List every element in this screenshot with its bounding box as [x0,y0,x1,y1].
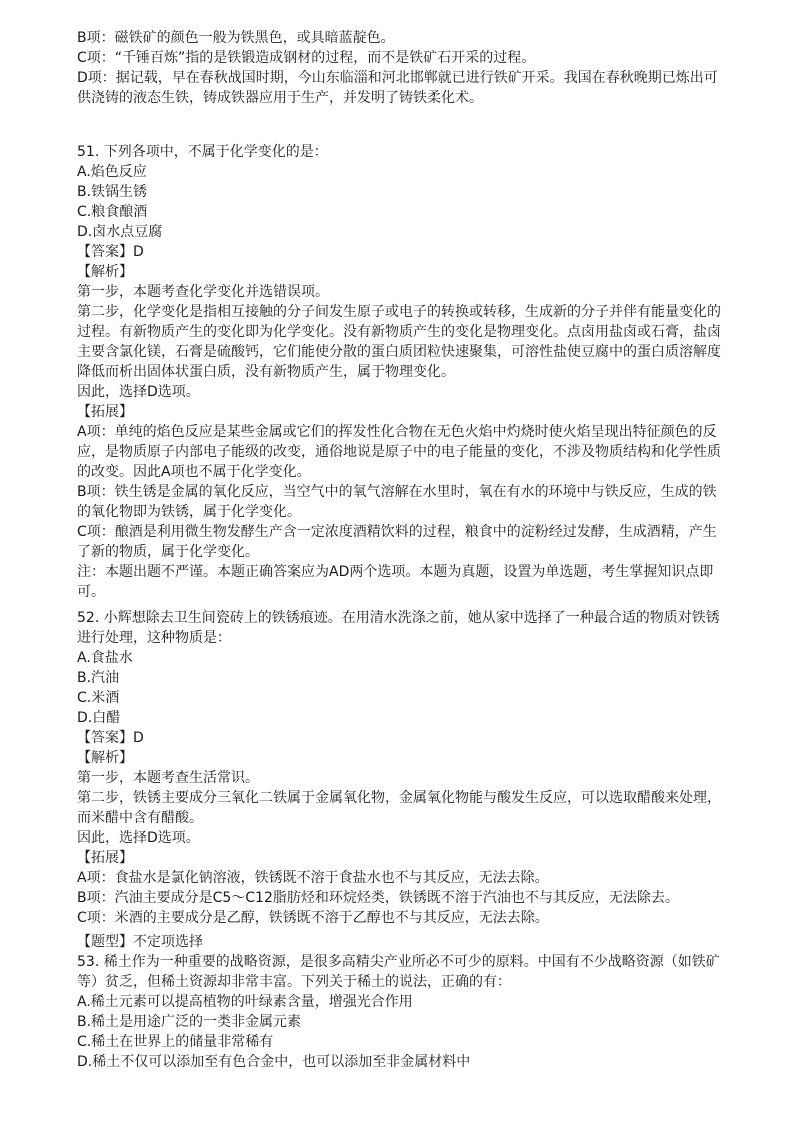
text-line: C项：米酒的主要成分是乙醇，铁锈既不溶于乙醇也不与其反应，无法去除。 [77,910,549,926]
text-line: 过程。有新物质产生的变化即为化学变化。没有新物质产生的变化是物理变化。点卤用盐卤或石膏，盐卤 [77,324,721,340]
option-d: D.白醋 [77,710,121,726]
question-type-label: 【题型】不定项选择 [77,934,203,950]
text-line: A项：食盐水是氯化钠溶液，铁锈既不溶于食盐水也不与其反应，无法去除。 [77,870,549,886]
analysis-step-1: 第一步，本题考查生活常识。 [77,770,259,786]
option-d: D.卤水点豆腐 [77,224,163,240]
note-line: 可。 [77,584,105,600]
text-line: B项：磁铁矿的颜色一般为铁黑色，或具暗蓝靛色。 [77,30,395,46]
text-line: C项：“千锤百炼”指的是铁锻造成钢材的过程，而不是铁矿石开采的过程。 [77,50,536,66]
question-stem: 52. 小辉想除去卫生间瓷砖上的铁锈痕迹。在用清水洗涤之前，她从家中选择了一种最合适的物质对铁锈 [77,610,720,626]
extension-heading: 【拓展】 [77,850,133,866]
conclusion-line: 因此，选择D选项。 [77,384,200,400]
option-c: C.粮食酿酒 [77,204,148,220]
question-51-block [77,142,749,602]
analysis-heading: 【解析】 [77,264,133,280]
text-line: B项：汽油主要成分是C5～C12脂肪烃和环烷烃类，铁锈既不溶于汽油也不与其反应，无法除去。 [77,890,679,906]
question-stem: 51. 下列各项中，不属于化学变化的是： [77,144,328,160]
question-53-block [77,932,749,1072]
previous-question-options-block [77,28,749,108]
option-c: C.稀土在世界上的储量非常稀有 [77,1034,274,1050]
option-a: A.食盐水 [77,650,133,666]
option-b: B.铁锅生锈 [77,184,148,200]
analysis-step-2: 第二步，铁锈主要成分三氧化二铁属于金属氧化物，金属氧化物能与酸发生反应，可以选取醋酸来处理， [77,790,721,806]
extension-heading: 【拓展】 [77,404,133,420]
answer-line: 【答案】D [77,244,144,260]
question-stem: 进行处理，这种物质是： [77,630,231,646]
answer-line: 【答案】D [77,730,144,746]
text-line: D项：据记载，早在春秋战国时期，今山东临淄和河北邯郸就已进行铁矿开采。我国在春秋晚期已炼出可 [77,70,718,86]
text-line: 应，是物质原子内部电子能级的改变，通俗地说是原子中的电子能量的变化，不涉及物质结构和化学性质 [77,444,721,460]
text-line: 了新的物质，属于化学变化。 [77,544,259,560]
option-c: C.米酒 [77,690,120,706]
analysis-step-1: 第一步，本题考查化学变化并选错误项。 [77,284,329,300]
analysis-step-2: 第二步，化学变化是指相互接触的分子间发生原子或电子的转换或转移，生成新的分子并伴有能量变化的 [77,304,721,320]
analysis-heading: 【解析】 [77,750,133,766]
text-line: 降低而析出固体状蛋白质，没有新物质产生，属于物理变化。 [77,364,455,380]
text-line: 而米醋中含有醋酸。 [77,810,203,826]
text-line: B项：铁生锈是金属的氧化反应，当空气中的氧气溶解在水里时，氧在有水的环境中与铁反应，生成的铁 [77,484,717,500]
text-line: A项：单纯的焰色反应是某些金属或它们的挥发性化合物在无色火焰中灼烧时使火焰呈现出特征颜色的反 [77,424,717,440]
option-b: B.汽油 [77,670,120,686]
text-line: 的氧化物即为铁锈，属于化学变化。 [77,504,301,520]
question-52-block [77,608,749,928]
option-d: D.稀土不仅可以添加至有色合金中，也可以添加至非金属材料中 [77,1054,471,1070]
conclusion-line: 因此，选择D选项。 [77,830,200,846]
question-stem: 等）贫乏，但稀土资源却非常丰富。下列关于稀土的说法，正确的有： [77,974,511,990]
text-line: 的改变。因此A项也不属于化学变化。 [77,464,311,480]
option-b: B.稀土是用途广泛的一类非金属元素 [77,1014,302,1030]
text-line: C项：酿酒是利用微生物发酵生产含一定浓度酒精饮料的过程，粮食中的淀粉经过发酵，生成酒精，产生 [77,524,717,540]
text-line: 主要含氯化镁，石膏是硫酸钙，它们能使分散的蛋白质团粒快速聚集，可溶性盐使豆腐中的蛋白质溶解度 [77,344,721,360]
text-line: 供浇铸的液态生铁，铸成铁器应用于生产，并发明了铸铁柔化术。 [77,90,483,106]
option-a: A.焰色反应 [77,164,147,180]
question-stem: 53. 稀土作为一种重要的战略资源，是很多高精尖产业所必不可少的原料。中国有不少战略资源（如铁矿 [77,954,720,970]
note-line: 注：本题出题不严谨。本题正确答案应为AD两个选项。本题为真题，设置为单选题，考生掌握知识点即 [77,564,714,580]
option-a: A.稀土元素可以提高植物的叶绿素含量，增强光合作用 [77,994,413,1010]
